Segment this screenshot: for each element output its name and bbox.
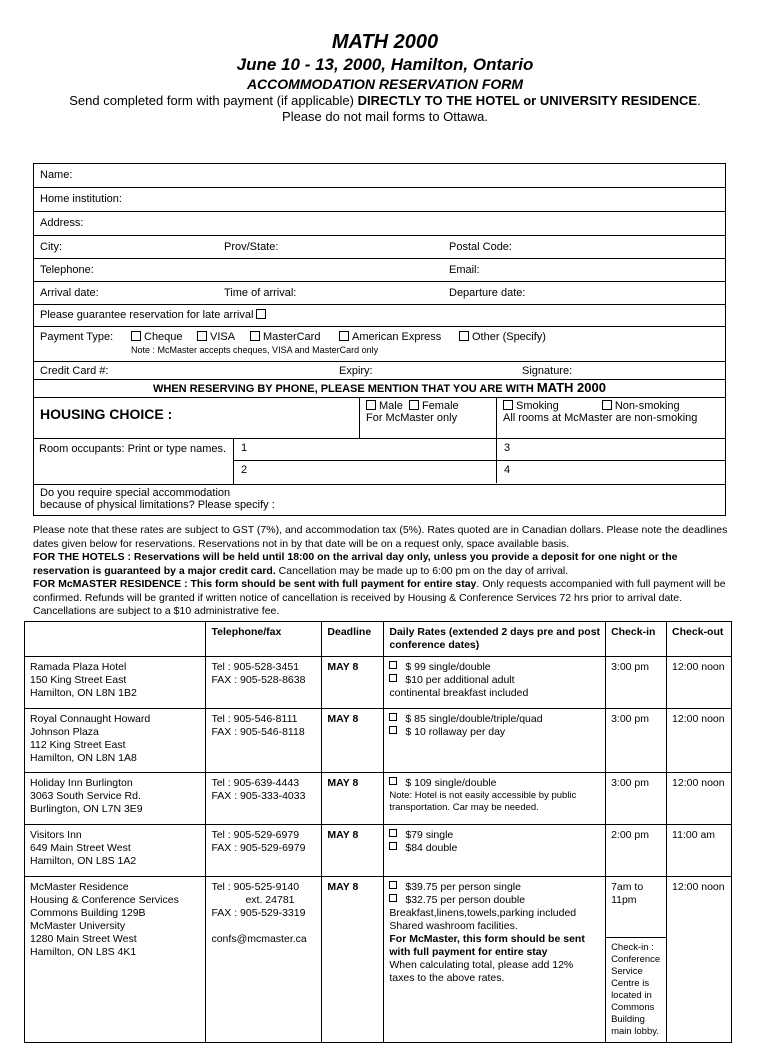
checkbox-icon[interactable] — [389, 829, 397, 837]
place-line: McMaster University — [30, 920, 126, 932]
guarantee-text — [40, 309, 269, 321]
place-line: 150 King Street East — [30, 674, 127, 686]
phone-cell — [206, 657, 322, 709]
instructions-prefix: Send completed form with payment (if applicable) — [69, 93, 358, 108]
rate-text: $32.75 per person double — [405, 894, 526, 906]
rate-line — [389, 713, 600, 726]
phone-line: Tel : 905-546-8111 — [211, 713, 298, 725]
rate-line — [389, 674, 600, 687]
guarantee-row — [34, 305, 725, 327]
place-line: McMaster Residence — [30, 881, 129, 893]
note-mcmaster — [33, 578, 729, 619]
credit-card-row[interactable] — [34, 362, 725, 380]
reservation-form — [33, 163, 726, 516]
col-header-checkout: Check-out — [667, 622, 732, 657]
address-row[interactable] — [34, 212, 725, 236]
name-label: Name: — [40, 169, 73, 181]
pay-other[interactable] — [459, 331, 546, 343]
col-header-checkin: Check-in — [606, 622, 667, 657]
postal-label: Postal Code: — [449, 241, 512, 253]
housing-choice-row — [34, 398, 725, 439]
rate-text: $ 99 single/double — [405, 661, 491, 673]
rate-line — [389, 726, 600, 739]
phone-line: FAX : 905-528-8638 — [211, 674, 306, 686]
occupants-grid — [234, 439, 725, 484]
pay-cheque[interactable] — [131, 331, 183, 343]
cheque-checkbox[interactable] — [131, 331, 141, 341]
place-cell — [25, 709, 206, 773]
place-line: Commons Building 129B — [30, 907, 146, 919]
checkin-time: 3:00 pm — [611, 661, 650, 673]
amex-label: American Express — [352, 331, 442, 343]
checkin-time: 3:00 pm — [611, 777, 650, 789]
deadline-cell: MAY 8 — [322, 877, 384, 1043]
table-row — [25, 773, 732, 825]
phone-line: Tel : 905-525-9140 — [211, 881, 300, 893]
address-label: Address: — [40, 217, 84, 229]
phone-line: FAX : 905-546-8118 — [211, 726, 305, 738]
departure-label: Departure date: — [449, 287, 526, 299]
phone-line: FAX : 905-529-3319 — [211, 907, 306, 919]
rate-text: $84 double — [405, 842, 458, 854]
expiry-label: Expiry: — [339, 365, 373, 377]
phone-line: ext. 24781 — [245, 894, 295, 906]
col-header-place — [25, 622, 206, 657]
rate-extra: continental breakfast included — [389, 687, 529, 699]
note-hotels-bold: FOR THE HOTELS : Reservations will be held until 18:00 on the arrival day only, unless you provide a deposit for one night or the reservation is guaranteed by a major credit card. — [33, 551, 678, 577]
deadline-cell: MAY 8 — [322, 825, 384, 877]
pay-amex[interactable] — [339, 331, 441, 343]
rate-line — [389, 661, 600, 674]
note-hotels — [33, 551, 729, 578]
rate-extra: Shared washroom facilities. — [389, 920, 518, 932]
institution-label: Home institution: — [40, 193, 122, 205]
rate-text: $10 per additional adult — [405, 674, 515, 686]
occupants-row — [34, 439, 725, 485]
checkin-cell — [606, 709, 667, 773]
checkout-cell: 11:00 am — [667, 825, 732, 877]
instructions-bold: DIRECTLY TO THE HOTEL or UNIVERSITY RESIDENCE — [357, 93, 698, 108]
phone-cell — [206, 709, 322, 773]
mastercard-label: MasterCard — [263, 331, 321, 343]
other-checkbox[interactable] — [459, 331, 469, 341]
male-label: Male — [379, 400, 403, 412]
occupant-1[interactable]: 1 — [234, 439, 497, 461]
rate-line — [389, 894, 600, 907]
note-mcmaster-rest: . Only requests accompanied with full payment will be confirmed. Refunds will be granted if written notice of cancellation is received by Housing & Conference Services 72 hrs prior to arrival date. Cancellations are subject to a $10 administrative fee. — [33, 578, 726, 617]
phone-note-prefix: WHEN RESERVING BY PHONE, PLEASE MENTION THAT YOU ARE WITH — [153, 383, 537, 395]
place-line: 1280 Main Street West — [30, 933, 137, 945]
phone-line: Tel : 905-639-4443 — [211, 777, 300, 789]
note-mcmaster-bold: FOR McMASTER RESIDENCE : This form should be sent with full payment for entire stay — [33, 578, 477, 590]
female-checkbox[interactable] — [409, 400, 419, 410]
pay-visa[interactable] — [197, 331, 235, 343]
visa-label: VISA — [210, 331, 236, 343]
place-line: Hamilton, ON L8N 1B2 — [30, 687, 137, 699]
checkbox-icon[interactable] — [389, 726, 397, 734]
place-line: Johnson Plaza — [30, 726, 99, 738]
housing-title: HOUSING CHOICE : — [34, 398, 360, 438]
rates-cell — [384, 825, 606, 877]
place-cell — [25, 657, 206, 709]
rates-cell — [384, 877, 606, 1043]
signature-label: Signature: — [522, 365, 573, 377]
visa-checkbox[interactable] — [197, 331, 207, 341]
for-mcmaster-label: For McMaster only — [366, 412, 458, 424]
place-line: 112 King Street East — [30, 739, 126, 751]
occupant-4[interactable]: 4 — [504, 464, 511, 476]
amex-checkbox[interactable] — [339, 331, 349, 341]
rates-cell — [384, 657, 606, 709]
prov-label: Prov/State: — [224, 241, 279, 253]
rates-table — [24, 621, 732, 1043]
phone-cell — [206, 773, 322, 825]
checkout-cell: 12:00 noon — [667, 709, 732, 773]
deadline-cell: MAY 8 — [322, 657, 384, 709]
arrival-label: Arrival date: — [40, 287, 99, 299]
page-title: MATH 2000 — [331, 31, 439, 53]
checkout-cell: 12:00 noon — [667, 773, 732, 825]
place-line: Royal Connaught Howard — [30, 713, 151, 725]
place-line: 3063 South Service Rd. — [30, 790, 141, 802]
checkin-cell — [606, 877, 667, 1043]
telephone-label: Telephone: — [40, 264, 94, 276]
place-line: Visitors Inn — [30, 829, 82, 841]
phone-line: Tel : 905-528-3451 — [211, 661, 300, 673]
phone-cell — [206, 825, 322, 877]
col-header-phone: Telephone/fax — [206, 622, 322, 657]
city-row[interactable] — [34, 236, 725, 259]
rate-bold-note: For McMaster, this form should be sent with full payment for entire stay — [389, 933, 585, 958]
place-line: Housing & Conference Services — [30, 894, 179, 906]
checkin-time: 2:00 pm — [611, 829, 650, 841]
checkbox-icon[interactable] — [389, 842, 397, 850]
cheque-label: Cheque — [144, 331, 183, 343]
rate-notes — [33, 524, 729, 619]
checkbox-icon[interactable] — [389, 777, 397, 785]
page-header — [0, 30, 770, 125]
gender-choice — [360, 398, 497, 438]
place-line: 649 Main Street West — [30, 842, 131, 854]
place-cell — [25, 877, 206, 1043]
deadline-cell: MAY 8 — [322, 709, 384, 773]
rates-cell — [384, 773, 606, 825]
rates-cell — [384, 709, 606, 773]
rate-line — [389, 881, 600, 894]
event-dates: June 10 - 13, 2000, Hamilton, Ontario — [236, 55, 534, 74]
note-hotels-rest: Cancellation may be made up to 6:00 pm on the day of arrival. — [275, 564, 569, 577]
rate-extra: Note: Hotel is not easily accessible by public transportation. Car may be needed. — [389, 790, 577, 813]
rate-text: $ 10 rollaway per day — [405, 726, 506, 738]
instructions-end: . — [697, 93, 701, 108]
checkbox-icon[interactable] — [389, 881, 397, 889]
guarantee-checkbox[interactable] — [256, 309, 266, 319]
institution-row[interactable] — [34, 188, 725, 212]
checkbox-icon[interactable] — [389, 894, 397, 902]
phone-line: Tel : 905-529-6979 — [211, 829, 300, 841]
rate-line — [389, 777, 600, 790]
payment-type-label: Payment Type: — [40, 331, 114, 343]
smoking-label: Smoking — [516, 400, 559, 412]
rate-text: $79 single — [405, 829, 454, 841]
payment-row — [34, 327, 725, 362]
telephone-row[interactable] — [34, 259, 725, 282]
rate-text: $ 85 single/double/triple/quad — [405, 713, 543, 725]
credit-card-label: Credit Card #: — [40, 365, 109, 377]
payment-note: Note : McMaster accepts cheques, VISA and MasterCard only — [131, 345, 379, 355]
phone-line: FAX : 905-529-6979 — [211, 842, 306, 854]
checkin-note: Check-in : Conference Service Centre is located in Commons Building main lobby. — [606, 937, 666, 1042]
smoking-option[interactable] — [503, 400, 559, 412]
table-row — [25, 657, 732, 709]
pay-mastercard[interactable] — [250, 331, 320, 343]
special-accommodation[interactable] — [34, 485, 725, 515]
checkbox-icon[interactable] — [389, 661, 397, 669]
checkin-cell — [606, 773, 667, 825]
city-label: City: — [40, 241, 62, 253]
occupant-2[interactable]: 2 — [234, 461, 497, 483]
non-smoking-checkbox[interactable] — [602, 400, 612, 410]
male-checkbox[interactable] — [366, 400, 376, 410]
male-option[interactable] — [366, 400, 403, 412]
place-line: Hamilton, ON L8S 4K1 — [30, 946, 137, 958]
non-smoking-option[interactable] — [602, 400, 680, 412]
checkin-time: 7am to 11pm — [611, 881, 644, 906]
phone-line — [211, 920, 316, 933]
name-row[interactable] — [34, 164, 725, 188]
smoking-choice — [497, 398, 725, 438]
special-line-1: Do you require special accommodation — [40, 487, 231, 499]
phone-reservation-note — [34, 380, 725, 398]
checkbox-icon[interactable] — [389, 674, 397, 682]
rate-tail: When calculating total, please add 12% taxes to the above rates. — [389, 959, 574, 984]
phone-line: FAX : 905-333-4033 — [211, 790, 306, 802]
rate-text: $ 109 single/double — [405, 777, 497, 789]
other-label: Other (Specify) — [472, 331, 546, 343]
checkout-cell: 12:00 noon — [667, 657, 732, 709]
all-rooms-note: All rooms at McMaster are non-smoking — [503, 412, 698, 424]
table-row — [25, 825, 732, 877]
mastercard-checkbox[interactable] — [250, 331, 260, 341]
instructions-2: Please do not mail forms to Ottawa. — [282, 109, 488, 124]
female-option[interactable] — [409, 400, 459, 412]
non-smoking-label: Non-smoking — [614, 400, 680, 412]
rate-line — [389, 829, 600, 842]
deadline-cell: MAY 8 — [322, 773, 384, 825]
checkbox-icon[interactable] — [389, 713, 397, 721]
place-cell — [25, 773, 206, 825]
occupants-label: Room occupants: Print or type names. — [34, 439, 234, 484]
place-cell — [25, 825, 206, 877]
instructions — [0, 93, 770, 109]
col-header-deadline: Deadline — [322, 622, 384, 657]
place-line: Burlington, ON L7N 3E9 — [30, 803, 143, 815]
occupant-3[interactable]: 3 — [497, 439, 725, 461]
arrival-row[interactable] — [34, 282, 725, 305]
form-name: ACCOMMODATION RESERVATION FORM — [246, 76, 524, 92]
note-gst: Please note that these rates are subject to GST (7%), and accommodation tax (5%). Rates quoted are in Canadian dollars. Please note the deadlines dates given below for reservations. Reservations not in by that date will be on a request only, space available basis. — [33, 524, 728, 550]
phone-cell — [206, 877, 322, 1043]
phone-line: confs@mcmaster.ca — [211, 933, 307, 945]
checkin-cell — [606, 825, 667, 877]
place-line: Ramada Plaza Hotel — [30, 661, 127, 673]
table-row — [25, 709, 732, 773]
smoking-checkbox[interactable] — [503, 400, 513, 410]
place-line: Hamilton, ON L8N 1A8 — [30, 752, 137, 764]
female-label: Female — [421, 400, 459, 412]
rate-extra: Breakfast,linens,towels,parking included — [389, 907, 577, 919]
col-header-rates: Daily Rates (extended 2 days pre and post conference dates) — [384, 622, 606, 657]
table-row — [25, 877, 732, 1043]
checkin-cell — [606, 657, 667, 709]
place-line: Holiday Inn Burlington — [30, 777, 133, 789]
rate-line — [389, 842, 600, 855]
checkin-time: 3:00 pm — [611, 713, 650, 725]
phone-note-bold: MATH 2000 — [536, 380, 606, 395]
rate-text: $39.75 per person single — [405, 881, 521, 893]
time-arrival-label: Time of arrival: — [224, 287, 297, 299]
email-label: Email: — [449, 264, 480, 276]
rates-header-row — [25, 622, 732, 657]
guarantee-label: Please guarantee reservation for late arrival — [40, 309, 254, 321]
special-line-2: because of physical limitations? Please specify : — [40, 499, 275, 511]
checkout-cell: 12:00 noon — [667, 877, 732, 1043]
place-line: Hamilton, ON L8S 1A2 — [30, 855, 137, 867]
